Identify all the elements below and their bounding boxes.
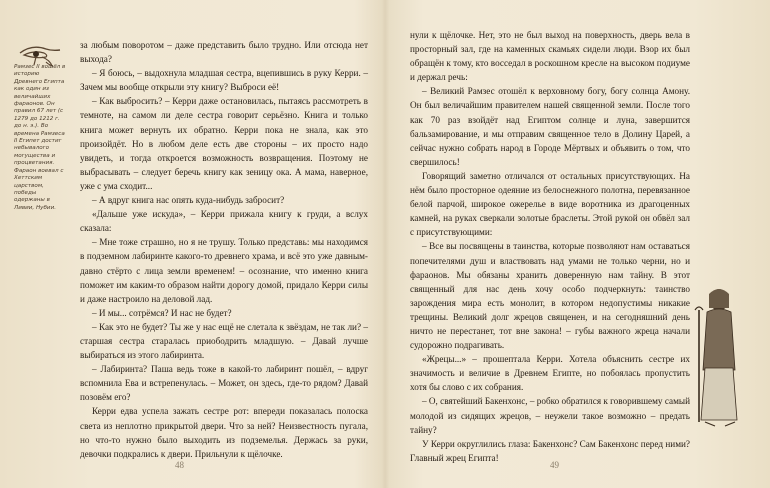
page-number-right: 49: [550, 460, 559, 470]
paragraph: – О, святейший Бакенхонс, – робко обратился к говорившему самый молодой из сидящих жрецов, – неужели такое возможно – предать тайну?: [410, 396, 690, 435]
paragraph: нули к щёлочке. Нет, это не был выход на поверхность, дверь вела в просторный зал, где на каменных скамьях сидели люди. Взор их был обращён к тому, кто восседал в роскошном кресле на высоком подиуме и держал речь:: [410, 30, 690, 83]
paragraph: Говорящий заметно отличался от остальных присутствующих. На нём было просторное одеяние из белоснежного полотна, перевязанное белой парчой, широкое ожерелье в виде воротника из драгоценных камней, на руках сверкали золотые браслеты. Этой рукой он обвёл зал с присутствующими:: [410, 170, 690, 238]
paragraph: – А вдруг книга нас опять куда-нибудь забросит?: [92, 195, 285, 206]
paragraph: – Великий Рамзес отошёл к верховному богу, богу солнца Амону. Он был величайшим правителем нашей священной земли. После того как 70 раз взойдёт над Египтом солнце и луна, завершится бальзамирование, и мы отправим священное тело в Долину Царей, а сейчас нужно собрать народ в Городе Мёртвых и объявить о том, что свершилось!: [410, 86, 690, 167]
paragraph: – Мне тоже страшно, но я не трушу. Только представь: мы находимся в подземном лабиринте какого-то древнего храма, и всё это уже давным-давно стёрто с лица земли временем! – осознание, что именно книга поможет им каким-то образом найти дорогу домой, придало Керри силы и даже настроило на деловой лад.: [80, 237, 368, 304]
paragraph: – И мы... сотрёмся? И нас не будет?: [92, 307, 232, 318]
paragraph: «Жрецы...» – прошептала Керри. Хотела объяснить сестре их значимость и величие в Древнем Египте, но побоялась пропустить хотя бы слово с их собрания.: [410, 354, 690, 393]
page-number-left: 48: [175, 460, 184, 470]
left-text-column: [80, 38, 368, 461]
paragraph: Керри едва успела зажать сестре рот: впереди показалась полоска света из неплотно прикрытой двери. Что за ней? Неизвестность пугала, но что-то нужно было выходить из подземелья. Держась за руки, девочки подкрались к двери. Прильнули к щёлочке.: [80, 406, 368, 459]
right-text-column: [410, 28, 690, 465]
paragraph: – Я боюсь, – выдохнула младшая сестра, вцепившись в руку Керри. – Зачем мы вообще открыли эту книгу? Выброси её!: [80, 68, 368, 93]
paragraph: за любым поворотом – даже представить было трудно. Или отсюда нет выхода?: [80, 40, 368, 65]
paragraph: – Как выбросить? – Керри даже остановилась, пытаясь рассмотреть в темноте, на самом ли деле сестра говорит серьёзно. Книга и только книга может вернуть их обратно. Керри пока не знала, как это произойдёт. Но в любом деле есть две стороны – их просто надо увидеть, и тогда откроется возможность возвращения. Поэтому не выбрасывать – следует беречь книгу как зеницу ока. А мама, наверное, уже с ума сходит...: [80, 96, 368, 191]
paragraph: «Дальше уже искуда», – Керри прижала книгу к груди, а вслух сказала:: [80, 209, 368, 234]
right-page: [385, 0, 770, 488]
paragraph: – Лабиринта? Паша ведь тоже в какой-то лабиринт пошёл, – вдруг вспомнила Ева и встрепенулась. – Может, он здесь, где-то рядом? Давай позовём его?: [80, 364, 368, 403]
paragraph: У Керри округлились глаза: Бакенхонс? Сам Бакенхонс перед ними? Главный жрец Египта!: [410, 438, 690, 463]
paragraph: – Как это не будет? Ты же у нас ещё не слетала к звёздам, не так ли? – старшая сестра старалась приободрить младшую. – Давай лучше выбираться из этого лабиринта.: [80, 321, 368, 361]
margin-note: Рамзес II вошёл в историю Древнего Египта как один из величайших фараонов. Он правил 67 лет (с 1279 до 1212 г. до н. э.). Во времена Рамзеса II Египет достиг небывалого могущества и процветания. Фараон воевал с Хеттским царством, победы одержаны в Ливии, Нубии.: [14, 64, 66, 211]
priest-illustration: [685, 280, 755, 430]
paragraph: – Все вы посвящены в таинства, которые позволяют нам оставаться попечителями душ и властвовать над умами не только черни, но и фараонов. Мы обязаны хранить доверенную нам тайну. В этот священный для нас день хочу особо подчеркнуть: таинство зарождения мира есть монолит, в котором недопустимы никакие трещины. Великий долг жрецов священен, и на сегодняшний день ничто не перестанет, тот вне закона! – губы важного жреца начали судорожно подрагивать.: [410, 241, 690, 351]
